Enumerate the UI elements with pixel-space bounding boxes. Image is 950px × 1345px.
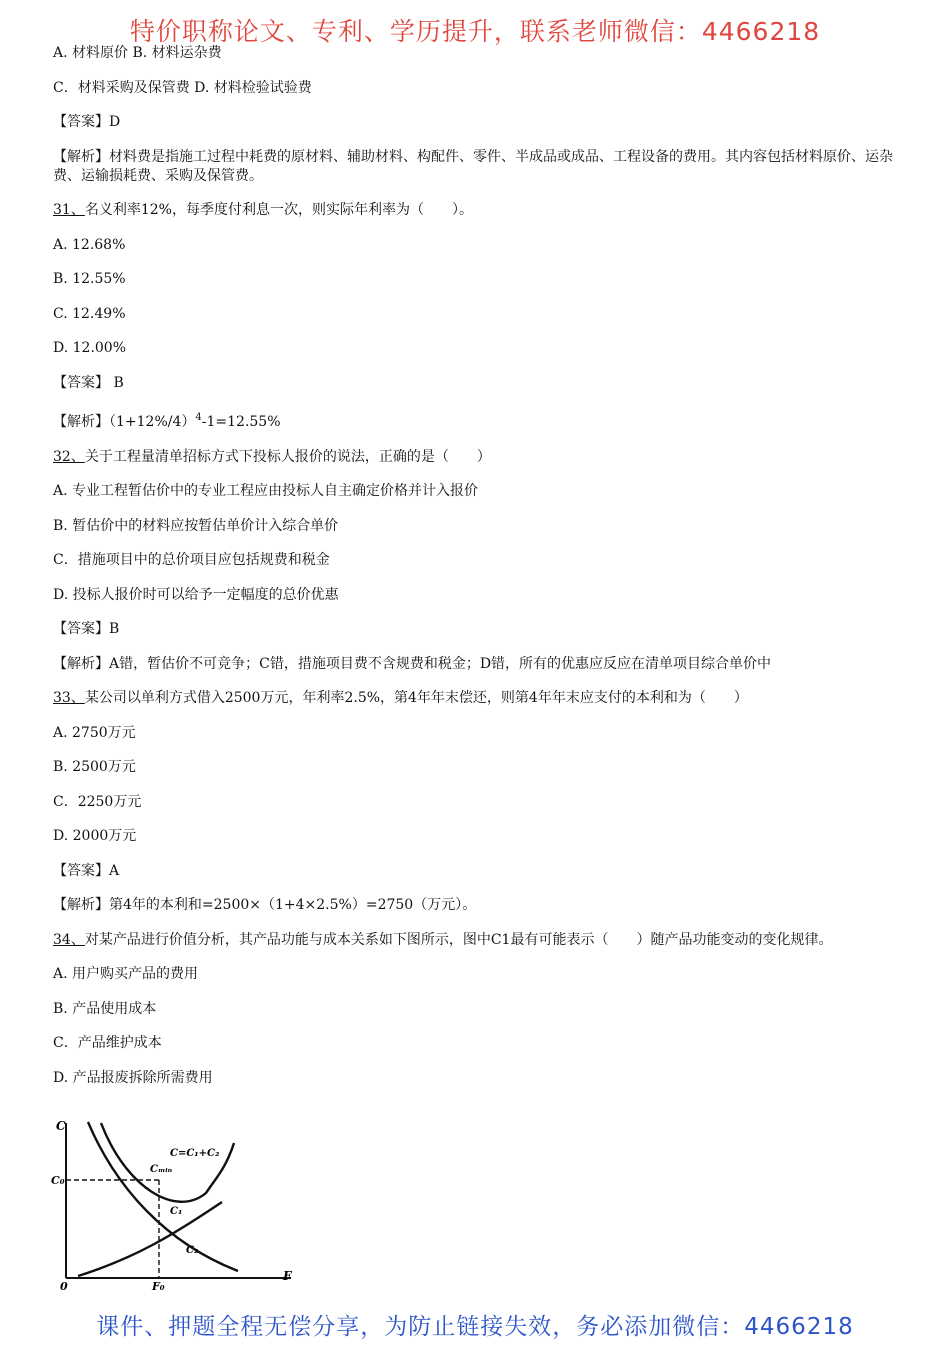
- q34-option-b: B. 产品使用成本: [53, 1000, 157, 1017]
- c0-label: C₀: [51, 1174, 65, 1187]
- q32-stem-text: 关于工程量清单招标方式下投标人报价的说法，正确的是（ ）: [84, 448, 491, 465]
- q31-option-a: A. 12.68%: [53, 236, 126, 253]
- c1-label: C₁: [170, 1206, 183, 1217]
- header-banner: 特价职称论文、专利、学历提升，联系老师微信：4466218: [129, 17, 821, 46]
- q34-option-a: A. 用户购买产品的费用: [53, 966, 199, 982]
- cmin-label: Cₘᵢₙ: [150, 1164, 173, 1175]
- q33-stem: [53, 689, 898, 708]
- q33-option-c: C．2250万元: [53, 793, 142, 810]
- q31-option-b: B. 12.55%: [53, 271, 126, 287]
- f0-label: F₀: [152, 1280, 165, 1293]
- q31-option-c: C. 12.49%: [53, 305, 126, 322]
- x-axis-label: F: [283, 1269, 292, 1283]
- q31-answer: 【答案】 B: [53, 374, 124, 391]
- q32-option-b: B. 暂估价中的材料应按暂估单价计入综合单价: [53, 517, 339, 534]
- q31-stem: [53, 201, 898, 220]
- q33-number: 33、: [53, 690, 85, 706]
- q31-stem-text: 名义利率12%，每季度付利息一次，则实际年利率为（ ）。: [84, 202, 473, 218]
- q30-answer: 【答案】D: [53, 114, 121, 130]
- q33-option-b: B. 2500万元: [53, 759, 136, 775]
- q34-stem: [53, 931, 898, 950]
- c2-label: C₂: [186, 1245, 199, 1256]
- q31-number: 31、: [53, 202, 85, 218]
- q30-options-cd: C．材料采购及保管费 D. 材料检验试验费: [53, 79, 312, 96]
- q31-analysis-exponent: 4: [195, 412, 202, 423]
- q33-analysis: 【解析】第4年的本利和=2500×（1+4×2.5%）=2750（万元）。: [53, 897, 477, 913]
- q33-option-d: D. 2000万元: [53, 828, 137, 844]
- q32-option-d: D. 投标人报价时可以给予一定幅度的总价优惠: [53, 586, 339, 603]
- q31-analysis-suffix: -1=12.55%: [201, 414, 281, 430]
- q31-analysis-prefix: 【解析】（1+12%/4）: [53, 414, 196, 430]
- total-curve-label: C=C₁+C₂: [170, 1148, 220, 1159]
- document-body: [53, 44, 898, 1103]
- q32-number: 32、: [53, 448, 85, 465]
- q31-option-d: D. 12.00%: [53, 340, 127, 356]
- y-axis-label: C: [56, 1119, 66, 1133]
- origin-label: 0: [60, 1280, 68, 1293]
- q32-option-c: C．措施项目中的总价项目应包括规费和税金: [53, 552, 330, 568]
- q32-analysis: 【解析】A错，暂估价不可竞争；C错，措施项目费不含规费和税金；D错，所有的优惠应反应在清单项目综合单价中: [53, 655, 772, 672]
- function-cost-diagram: [46, 1118, 306, 1296]
- q30-analysis: 【解析】材料费是指施工过程中耗费的原材料、辅助材料、构配件、零件、半成品或成品、工程设备的费用。其内容包括材料原价、运杂费、运输损耗费、采购及保管费。: [53, 148, 893, 184]
- q33-option-a: A. 2750万元: [53, 724, 136, 741]
- q34-option-c: C．产品维护成本: [53, 1035, 162, 1051]
- q32-option-a: A. 专业工程暂估价中的专业工程应由投标人自主确定价格并计入报价: [53, 483, 479, 499]
- q31-analysis: [53, 408, 898, 432]
- q33-answer: 【答案】A: [53, 862, 120, 879]
- q34-option-d: D. 产品报废拆除所需费用: [53, 1069, 213, 1086]
- q33-stem-text: 某公司以单利方式借入2500万元，年利率2.5%，第4年年末偿还，则第4年年末应支付的本利和为（ ）: [84, 690, 748, 706]
- q32-stem: [53, 448, 898, 467]
- q32-answer: 【答案】B: [53, 621, 120, 637]
- footer-banner: 课件、押题全程无偿分享，为防止链接失效，务必添加微信：4466218: [96, 1314, 854, 1340]
- q34-stem-text: 对某产品进行价值分析，其产品功能与成本关系如下图所示，图中C1最有可能表示（ ）随产品功能变动的变化规律。: [84, 931, 833, 948]
- q30-options-ab: A. 材料原价 B. 材料运杂费: [53, 45, 222, 61]
- q34-number: 34、: [53, 931, 85, 948]
- total-cost-curve: [101, 1123, 234, 1202]
